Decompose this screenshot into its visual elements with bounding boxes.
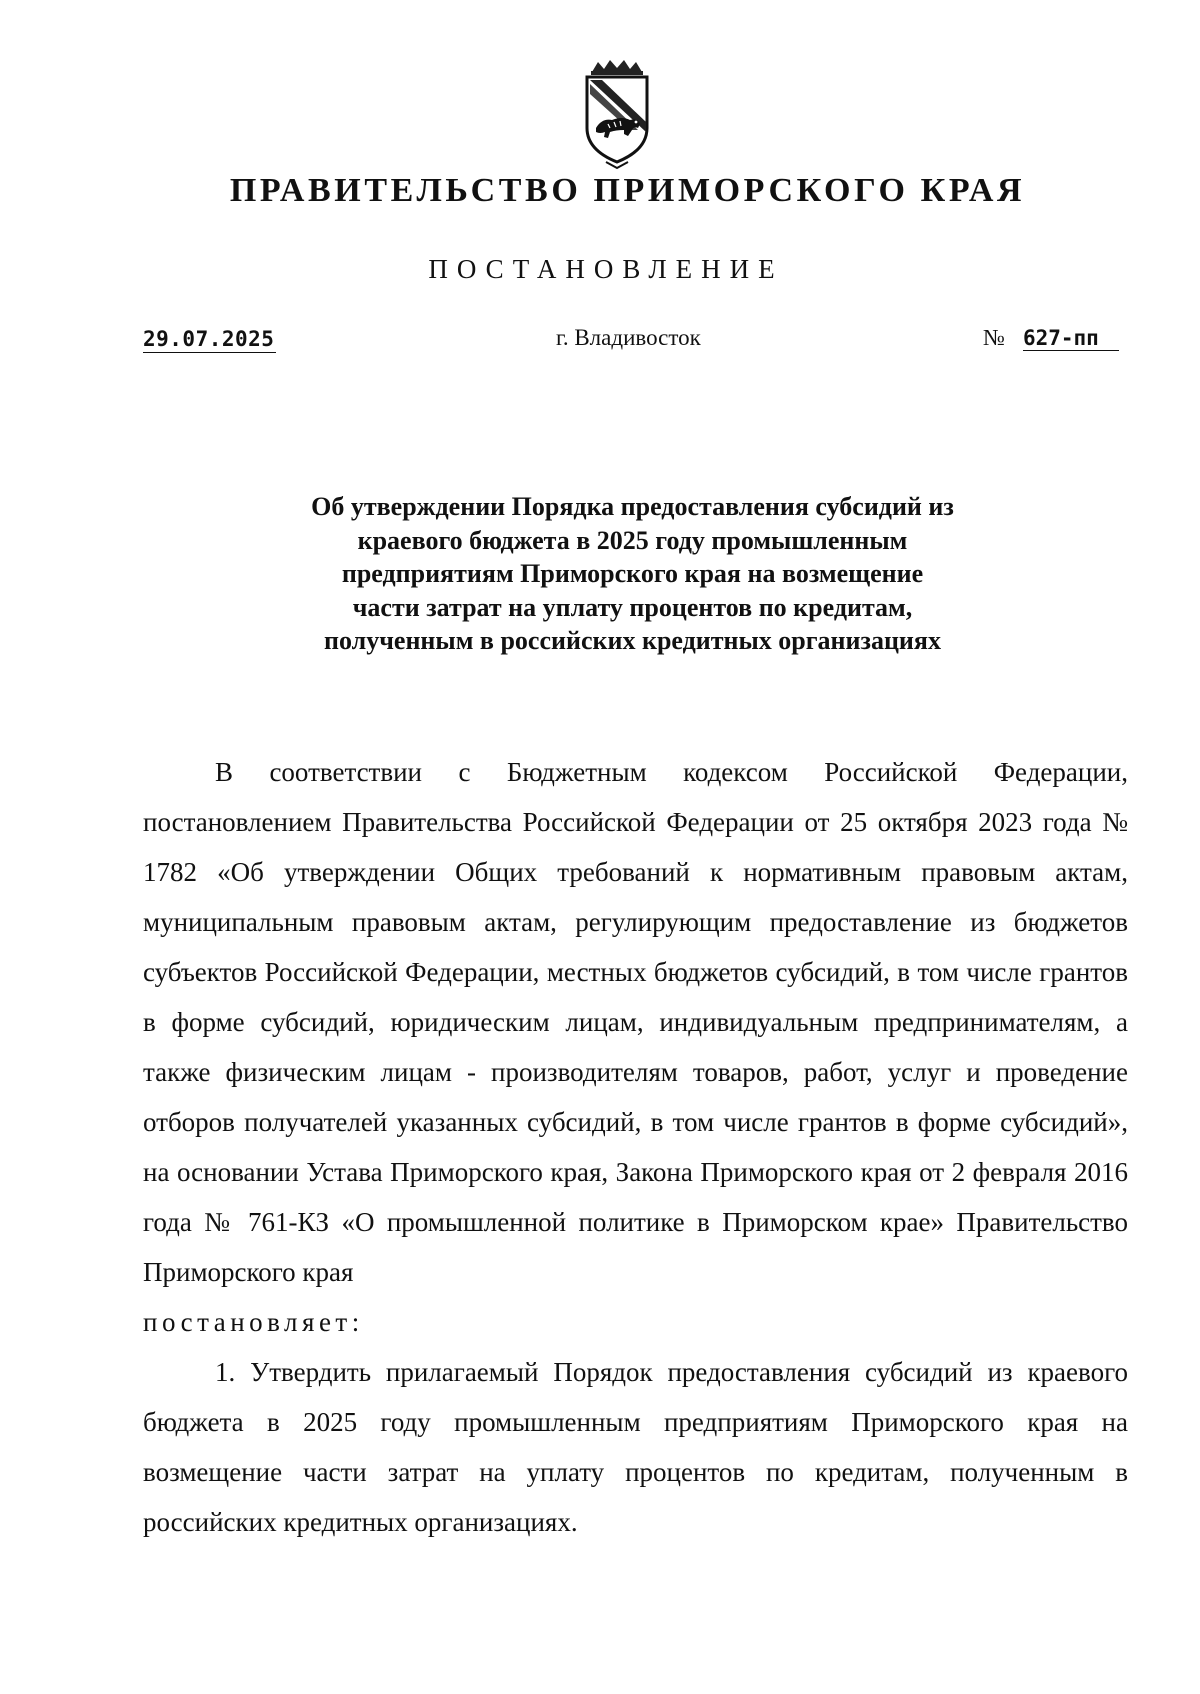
document-city: г. Владивосток	[556, 325, 701, 350]
subject-line: предприятиям Приморского края на возмещение	[341, 559, 924, 588]
number-sign: №	[983, 325, 1005, 350]
subject-line: краевого бюджета в 2025 году промышленным	[357, 525, 908, 555]
document-number	[983, 325, 1119, 351]
subject-line: Об утверждении Порядка предоставления субсидий из	[311, 492, 954, 521]
preamble-paragraph: В соответствии с Бюджетным кодексом Российской Федерации, постановлением Правительства Российской Федерации от 25 октября 2023 года № 1782 «Об утверждении Общих требований к нормативным правовым актам, муниципальным правовым актам, регулирующим предоставление из бюджетов субъектов Российской Федерации, местных бюджетов субсидий, в том числе грантов в форме субсидий, юридическим лицам, индивидуальным предпринимателям, а также физическим лицам - производителям товаров, работ, услуг и проведение отборов получателей указанных субсидий, в том числе грантов в форме субсидий», на основании Устава Приморского края, Закона Приморского края от 2 февраля 2016 года № 761-КЗ «О промышленной политике в Приморском крае» Правительство Приморского края	[143, 757, 1128, 1287]
document-subject	[200, 490, 1065, 658]
document-date: 29.07.2025	[143, 327, 275, 351]
document-type: ПОСТАНОВЛЕНИЕ	[428, 254, 784, 284]
resolves-word: постановляет:	[143, 1307, 364, 1337]
number-value: 627-пп	[1023, 326, 1119, 351]
document-body	[143, 747, 1128, 1547]
government-title: ПРАВИТЕЛЬСТВО ПРИМОРСКОГО КРАЯ	[229, 172, 1026, 209]
item-1-paragraph: 1. Утвердить прилагаемый Порядок предоставления субсидий из краевого бюджета в 2025 году промышленным предприятиям Приморского края на возмещение части затрат на уплату процентов по кредитам, полученным в российских кредитных организациях.	[143, 1357, 1128, 1537]
subject-line: полученным в российских кредитных организациях	[324, 626, 941, 655]
subject-line: части затрат на уплату процентов по кредитам,	[352, 592, 913, 622]
coat-of-arms-icon	[578, 58, 656, 170]
